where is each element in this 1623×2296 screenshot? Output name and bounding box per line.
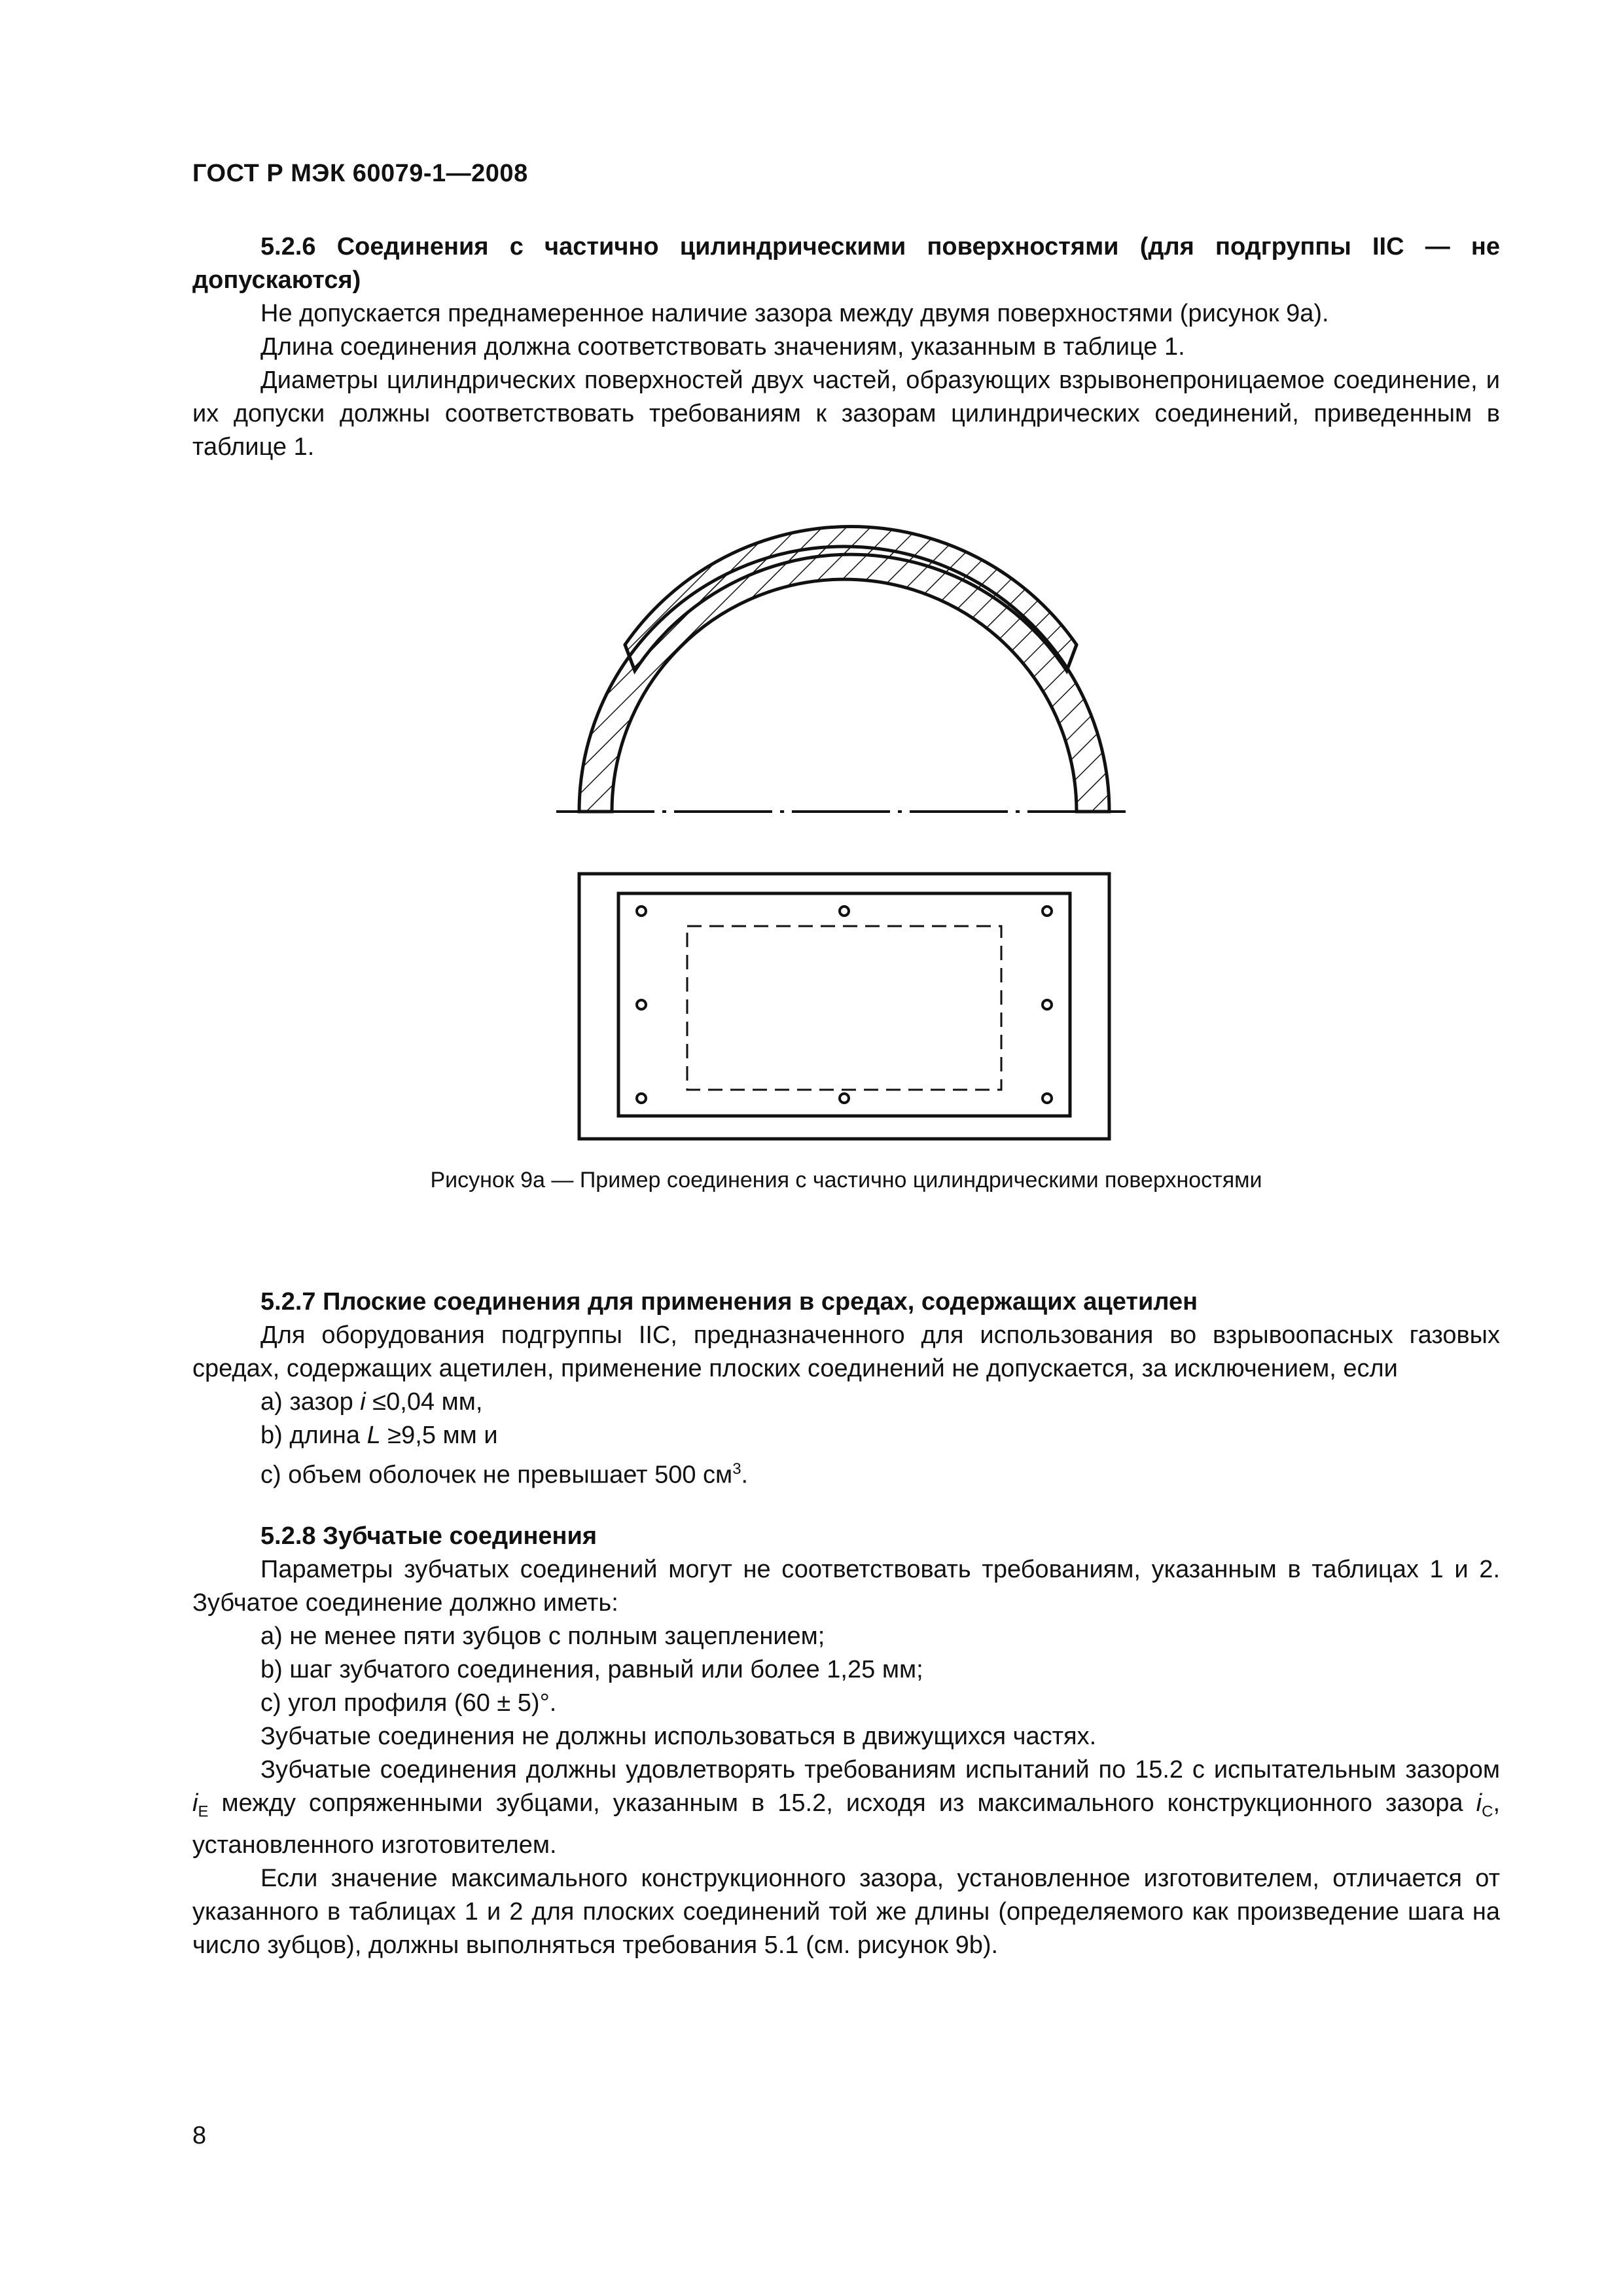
bolt-hole xyxy=(840,906,849,916)
section-heading: 5.2.7 Плоские соединения для применения в средах, содержащих ацетилен xyxy=(260,1288,1198,1316)
section-heading: 5.2.6 Соединения с частично цилиндрическими поверхностями (для подгруппы IIC — не допускаются) xyxy=(192,233,1500,294)
section-5-2-6 xyxy=(192,230,1500,464)
paragraph: Зубчатые соединения должны удовлетворять требованиям испытаний по 15.2 с испытательным зазором $i_E$ между сопряженными зубцами, указанным в 15.2, исходя из максимального конструкционного зазора $i_C$, установленного изготовителем. xyxy=(192,1756,1500,1859)
page-number: 8 xyxy=(192,2122,207,2149)
shell-cross-section xyxy=(579,527,1109,812)
paragraph: Для оборудования подгруппы IIC, предназначенного для использования во взрывоопасных газовых средах, содержащих ацетилен, применение плоских соединений не допускается, за исключением, если xyxy=(192,1321,1500,1382)
list-item: c) угол профиля (60 ± 5)°. xyxy=(260,1689,557,1717)
section-5-2-7 xyxy=(192,1285,1500,1492)
list-item: a) зазор i ≤0,04 мм, xyxy=(260,1388,483,1416)
figure-caption: Рисунок 9а — Пример соединения с частично цилиндрическими поверхностями xyxy=(430,1168,1262,1193)
list-item: b) длина L ≥9,5 мм и xyxy=(260,1422,498,1449)
bolt-hole xyxy=(1043,1000,1052,1009)
paragraph: Зубчатые соединения не должны использоваться в движущихся частях. xyxy=(260,1723,1097,1750)
bolt-hole xyxy=(637,1094,646,1103)
paragraph: Не допускается преднамеренное наличие зазора между двумя поверхностями (рисунок 9а). xyxy=(260,300,1329,327)
bolt-hole xyxy=(1043,1094,1052,1103)
section-heading: 5.2.8 Зубчатые соединения xyxy=(260,1522,597,1550)
bolt-hole xyxy=(840,1094,849,1103)
paragraph: Диаметры цилиндрических поверхностей двух частей, образующих взрывонепроницаемое соединение, и их допуски должны соответствовать требованиям к зазорам цилиндрических соединений, приведенным в таблице 1. xyxy=(192,367,1500,461)
bolt-hole xyxy=(1043,906,1052,916)
document-header: ГОСТ Р МЭК 60079-1—2008 xyxy=(192,160,528,187)
paragraph: Длина соединения должна соответствовать значениям, указанным в таблице 1. xyxy=(260,333,1185,361)
figure-9a-drawing xyxy=(550,511,1139,1152)
list-item: c) объем оболочек не превышает 500 $см^3$. xyxy=(260,1460,749,1489)
list-item: a) не менее пяти зубцов с полным зацеплением; xyxy=(260,1623,825,1650)
bolt-hole xyxy=(637,1000,646,1009)
bolt-hole xyxy=(637,906,646,916)
list-item: b) шаг зубчатого соединения, равный или более 1,25 мм; xyxy=(260,1656,923,1683)
paragraph: Если значение максимального конструкционного зазора, установленное изготовителем, отличается от указанного в таблицах 1 и 2 для плоских соединений той же длины (определяемого как произведение шага на число зубцов), должны выполняться требования 5.1 (см. рисунок 9b). xyxy=(192,1864,1500,1959)
flange-plan-view xyxy=(579,874,1109,1139)
section-5-2-8 xyxy=(192,1520,1500,1962)
paragraph: Параметры зубчатых соединений могут не соответствовать требованиям, указанным в таблицах 1 и 2. Зубчатое соединение должно иметь: xyxy=(192,1556,1500,1617)
